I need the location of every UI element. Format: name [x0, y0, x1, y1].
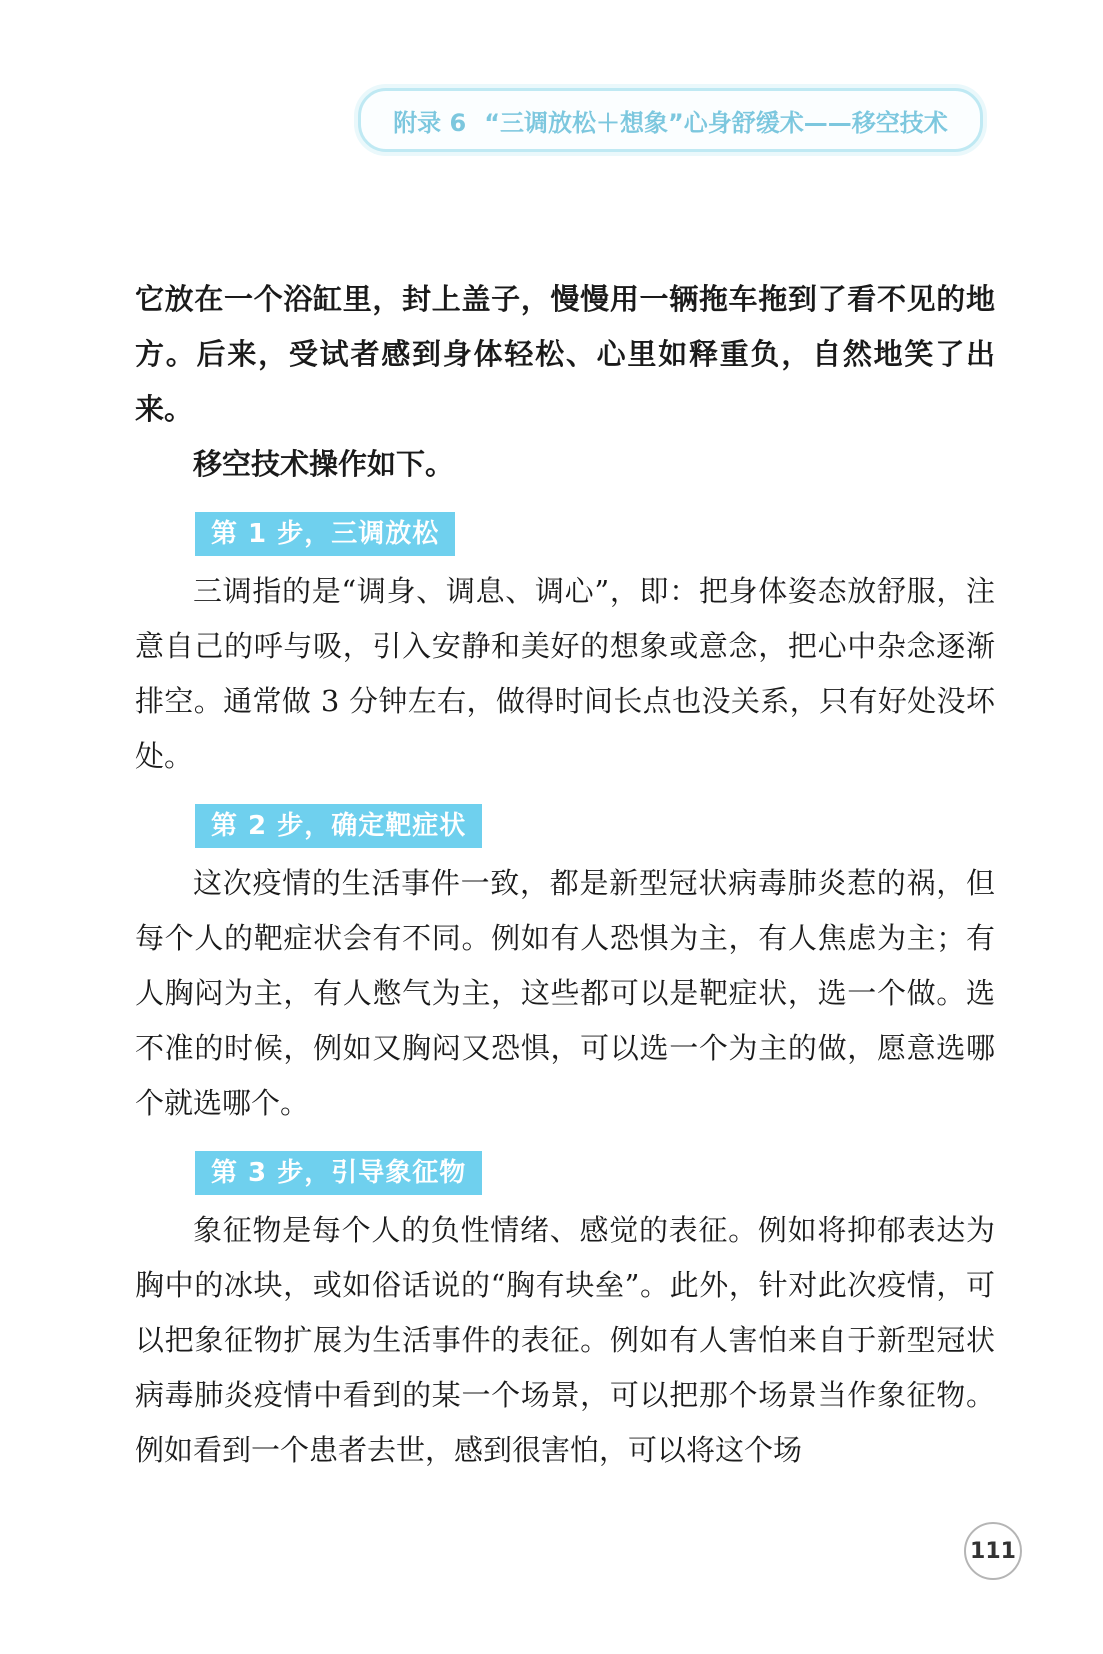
page-body — [135, 272, 995, 1478]
chapter-title: “三调放松＋想象”心身舒缓术——移空技术 — [484, 108, 948, 137]
page-number: 111 — [964, 1522, 1022, 1580]
step-3-body: 象征物是每个人的负性情绪、感觉的表征。例如将抑郁表达为胸中的冰块，或如俗话说的“胸有块垒”。此外，针对此次疫情，可以把象征物扩展为生活事件的表征。例如有人害怕来自于新型冠状病毒肺炎疫情中看到的某一个场景，可以把那个场景当作象征物。例如看到一个患者去世，感到很害怕，可以将这个场 — [135, 1213, 995, 1467]
step-3-heading: 第 3 步，引导象征物 — [195, 1151, 482, 1195]
step-2-heading: 第 2 步，确定靶症状 — [195, 804, 482, 848]
step-1-heading: 第 1 步，三调放松 — [195, 512, 455, 556]
step-1-body: 三调指的是“调身、调息、调心”，即：把身体姿态放舒服，注意自己的呼与吸，引入安静和美好的想象或意念，把心中杂念逐渐排空。通常做 3 分钟左右，做得时间长点也没关系，只有好处没坏处。 — [135, 574, 995, 773]
intro-paragraph: 它放在一个浴缸里，封上盖子，慢慢用一辆拖车拖到了看不见的地方。后来，受试者感到身体轻松、心里如释重负，自然地笑了出来。 — [135, 282, 995, 426]
lead-paragraph: 移空技术操作如下。 — [193, 447, 455, 481]
appendix-label: 附录 6 — [393, 108, 467, 137]
chapter-header — [358, 88, 983, 152]
step-2-body: 这次疫情的生活事件一致，都是新型冠状病毒肺炎惹的祸，但每个人的靶症状会有不同。例如有人恐惧为主，有人焦虑为主；有人胸闷为主，有人憋气为主，这些都可以是靶症状，选一个做。选不准的时候，例如又胸闷又恐惧，可以选一个为主的做，愿意选哪个就选哪个。 — [135, 866, 995, 1120]
